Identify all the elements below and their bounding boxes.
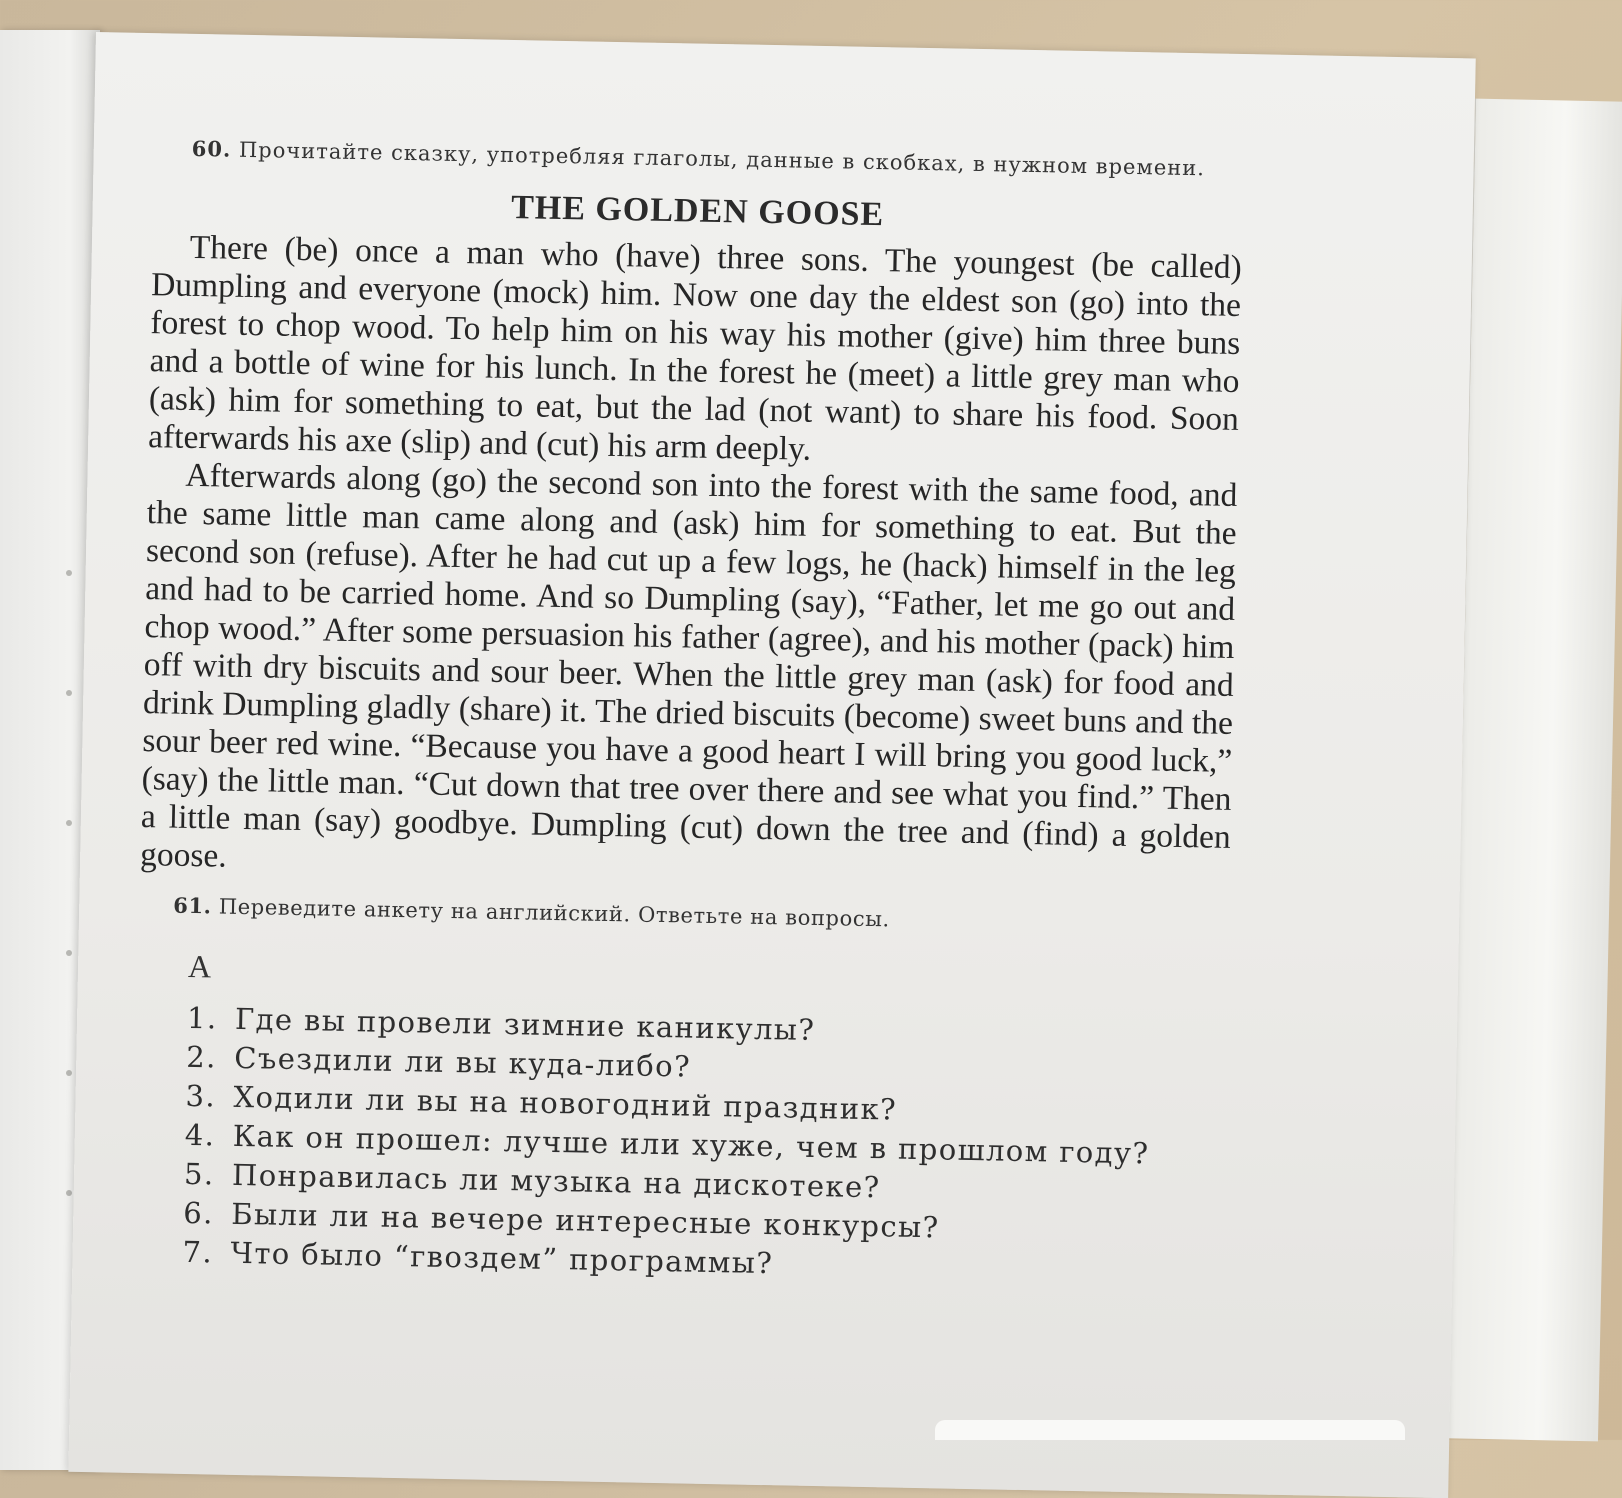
question-number: 3. bbox=[185, 1078, 217, 1114]
question-text: Где вы провели зимние каникулы? bbox=[234, 1001, 816, 1047]
question-text: Как он прошел: лучше или хуже, чем в прошлом году? bbox=[232, 1118, 1150, 1171]
exercise-60-number: 60. bbox=[191, 135, 232, 162]
question-text: Были ли на вечере интересные конкурсы? bbox=[231, 1196, 940, 1245]
question-number: 6. bbox=[183, 1195, 215, 1231]
page-stack-edge bbox=[1447, 99, 1622, 1442]
question-text: Ходили ли вы на новогодний праздник? bbox=[233, 1079, 898, 1127]
question-text: Съездили ли вы куда-либо? bbox=[234, 1040, 692, 1084]
question-number: 5. bbox=[183, 1156, 215, 1192]
exercise-61-instruction bbox=[139, 892, 1229, 938]
story-paragraph-1: There (be) once a man who (have) three sons. The youngest (be called) Dumpling and everyone (mock) him. Now one day the eldest son (go) into the forest to chop wood. To help him on his way his mother (give) him three buns and a bottle of wine for his lunch. In the forest he (meet) a little grey man who (ask) him for something to eat, but the lad (not want) to share his food. Soon afterwards his axe (slip) and (cut) his arm deeply. bbox=[147, 228, 1243, 468]
story-title: THE GOLDEN GOOSE bbox=[510, 189, 885, 234]
exercise-60-text: Прочитайте сказку, употребляя глаголы, данные в скобках, в нужном времени. bbox=[238, 137, 1206, 181]
binding-stitches bbox=[66, 30, 72, 1470]
question-text: Что было “гвоздем” программы? bbox=[230, 1235, 774, 1281]
question-number: 7. bbox=[182, 1234, 214, 1270]
question-number: 2. bbox=[186, 1039, 218, 1075]
question-number: 4. bbox=[184, 1117, 216, 1153]
exercise-60-instruction bbox=[153, 128, 1244, 189]
question-text: Понравилась ли музыка на дискотеке? bbox=[231, 1157, 881, 1205]
question-list bbox=[132, 998, 1227, 1292]
exercise-61-text: Переведите анкету на английский. Ответьте на вопросы. bbox=[218, 894, 891, 932]
section-letter: A bbox=[187, 947, 212, 985]
story-paragraph-2: Afterwards along (go) the second son into the forest with the same food, and the same little man came along and (ask) him for something to eat. But the second son (refuse). After he had cut up a few logs, he (hack) himself in the leg and had to be carried home. And so Dumpling (say), “Father, let me go out and chop wood.” After some persuasion his father (agree), and his mother (pack) him off with dry biscuits and sour beer. When the little grey man (ask) for food and drink Dumpling gladly (share) it. The dried biscuits (become) sweet buns and the sour beer red wine. “Because you have a good heart I will bring you good luck,” (say) the little man. “Cut down that tree over there and see what you find.” Then a little man (say) goodbye. Dumpling (cut) down the tree and (find) a golden goose. bbox=[139, 456, 1238, 875]
exercise-61-number: 61. bbox=[173, 892, 212, 919]
question-number: 1. bbox=[186, 1000, 218, 1036]
page-content bbox=[132, 128, 1244, 1292]
book-page bbox=[68, 32, 1475, 1498]
paper-slip bbox=[935, 1420, 1405, 1440]
